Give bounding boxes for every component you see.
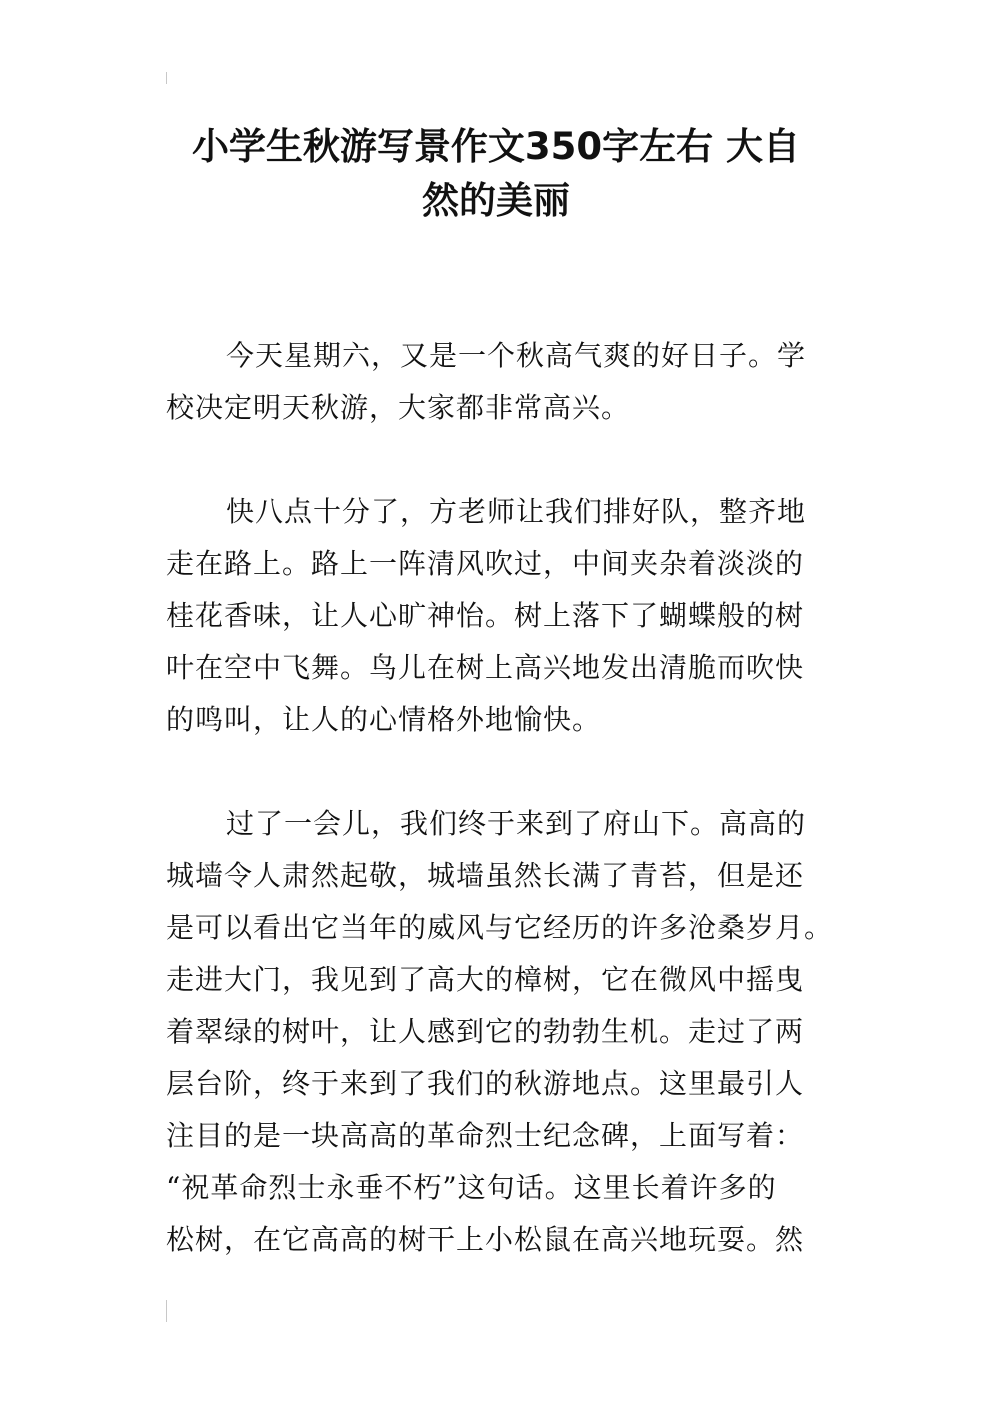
paragraph-line: 走进大门，我见到了高大的樟树，它在微风中摇曳: [166, 963, 805, 996]
paragraph-2: [166, 486, 856, 746]
paragraph-3: [166, 798, 856, 1266]
paragraph-line: 松树，在它高高的树干上小松鼠在高兴地玩耍。然: [166, 1223, 805, 1256]
page-corner-mark-bottom: [166, 1300, 167, 1322]
paragraph-line: 叶在空中飞舞。鸟儿在树上高兴地发出清脆而吹快: [166, 651, 805, 684]
paragraph-line: 是可以看出它当年的威风与它经历的许多沧桑岁月。: [166, 911, 834, 944]
paragraph-1: [166, 330, 856, 434]
paragraph-line: 过了一会儿，我们终于来到了府山下。高高的: [226, 807, 807, 840]
document-title-line-2: 然的美丽: [422, 179, 570, 222]
paragraph-line: 走在路上。路上一阵清风吹过，中间夹杂着淡淡的: [166, 547, 805, 580]
page-corner-mark-top: [166, 72, 167, 84]
paragraph-line: 今天星期六，又是一个秋高气爽的好日子。学: [226, 339, 807, 372]
document-title-line-1: 小学生秋游写景作文350字左右 大自: [191, 125, 801, 168]
paragraph-line: 的鸣叫，让人的心情格外地愉快。: [166, 703, 602, 736]
paragraph-line: 城墙令人肃然起敬，城墙虽然长满了青苔，但是还: [166, 859, 805, 892]
paragraph-line: 着翠绿的树叶，让人感到它的勃勃生机。走过了两: [166, 1015, 805, 1048]
paragraph-line: 层台阶，终于来到了我们的秋游地点。这里最引人: [166, 1067, 805, 1100]
paragraph-line: 校决定明天秋游，大家都非常高兴。: [166, 391, 631, 424]
paragraph-line: 桂花香味，让人心旷神怡。树上落下了蝴蝶般的树: [166, 599, 805, 632]
paragraph-line: 注目的是一块高高的革命烈士纪念碑，上面写着：: [166, 1119, 805, 1152]
paragraph-line: 快八点十分了，方老师让我们排好队，整齐地: [226, 495, 807, 528]
paragraph-line: “祝革命烈士永垂不朽”这句话。这里长着许多的: [166, 1171, 777, 1204]
